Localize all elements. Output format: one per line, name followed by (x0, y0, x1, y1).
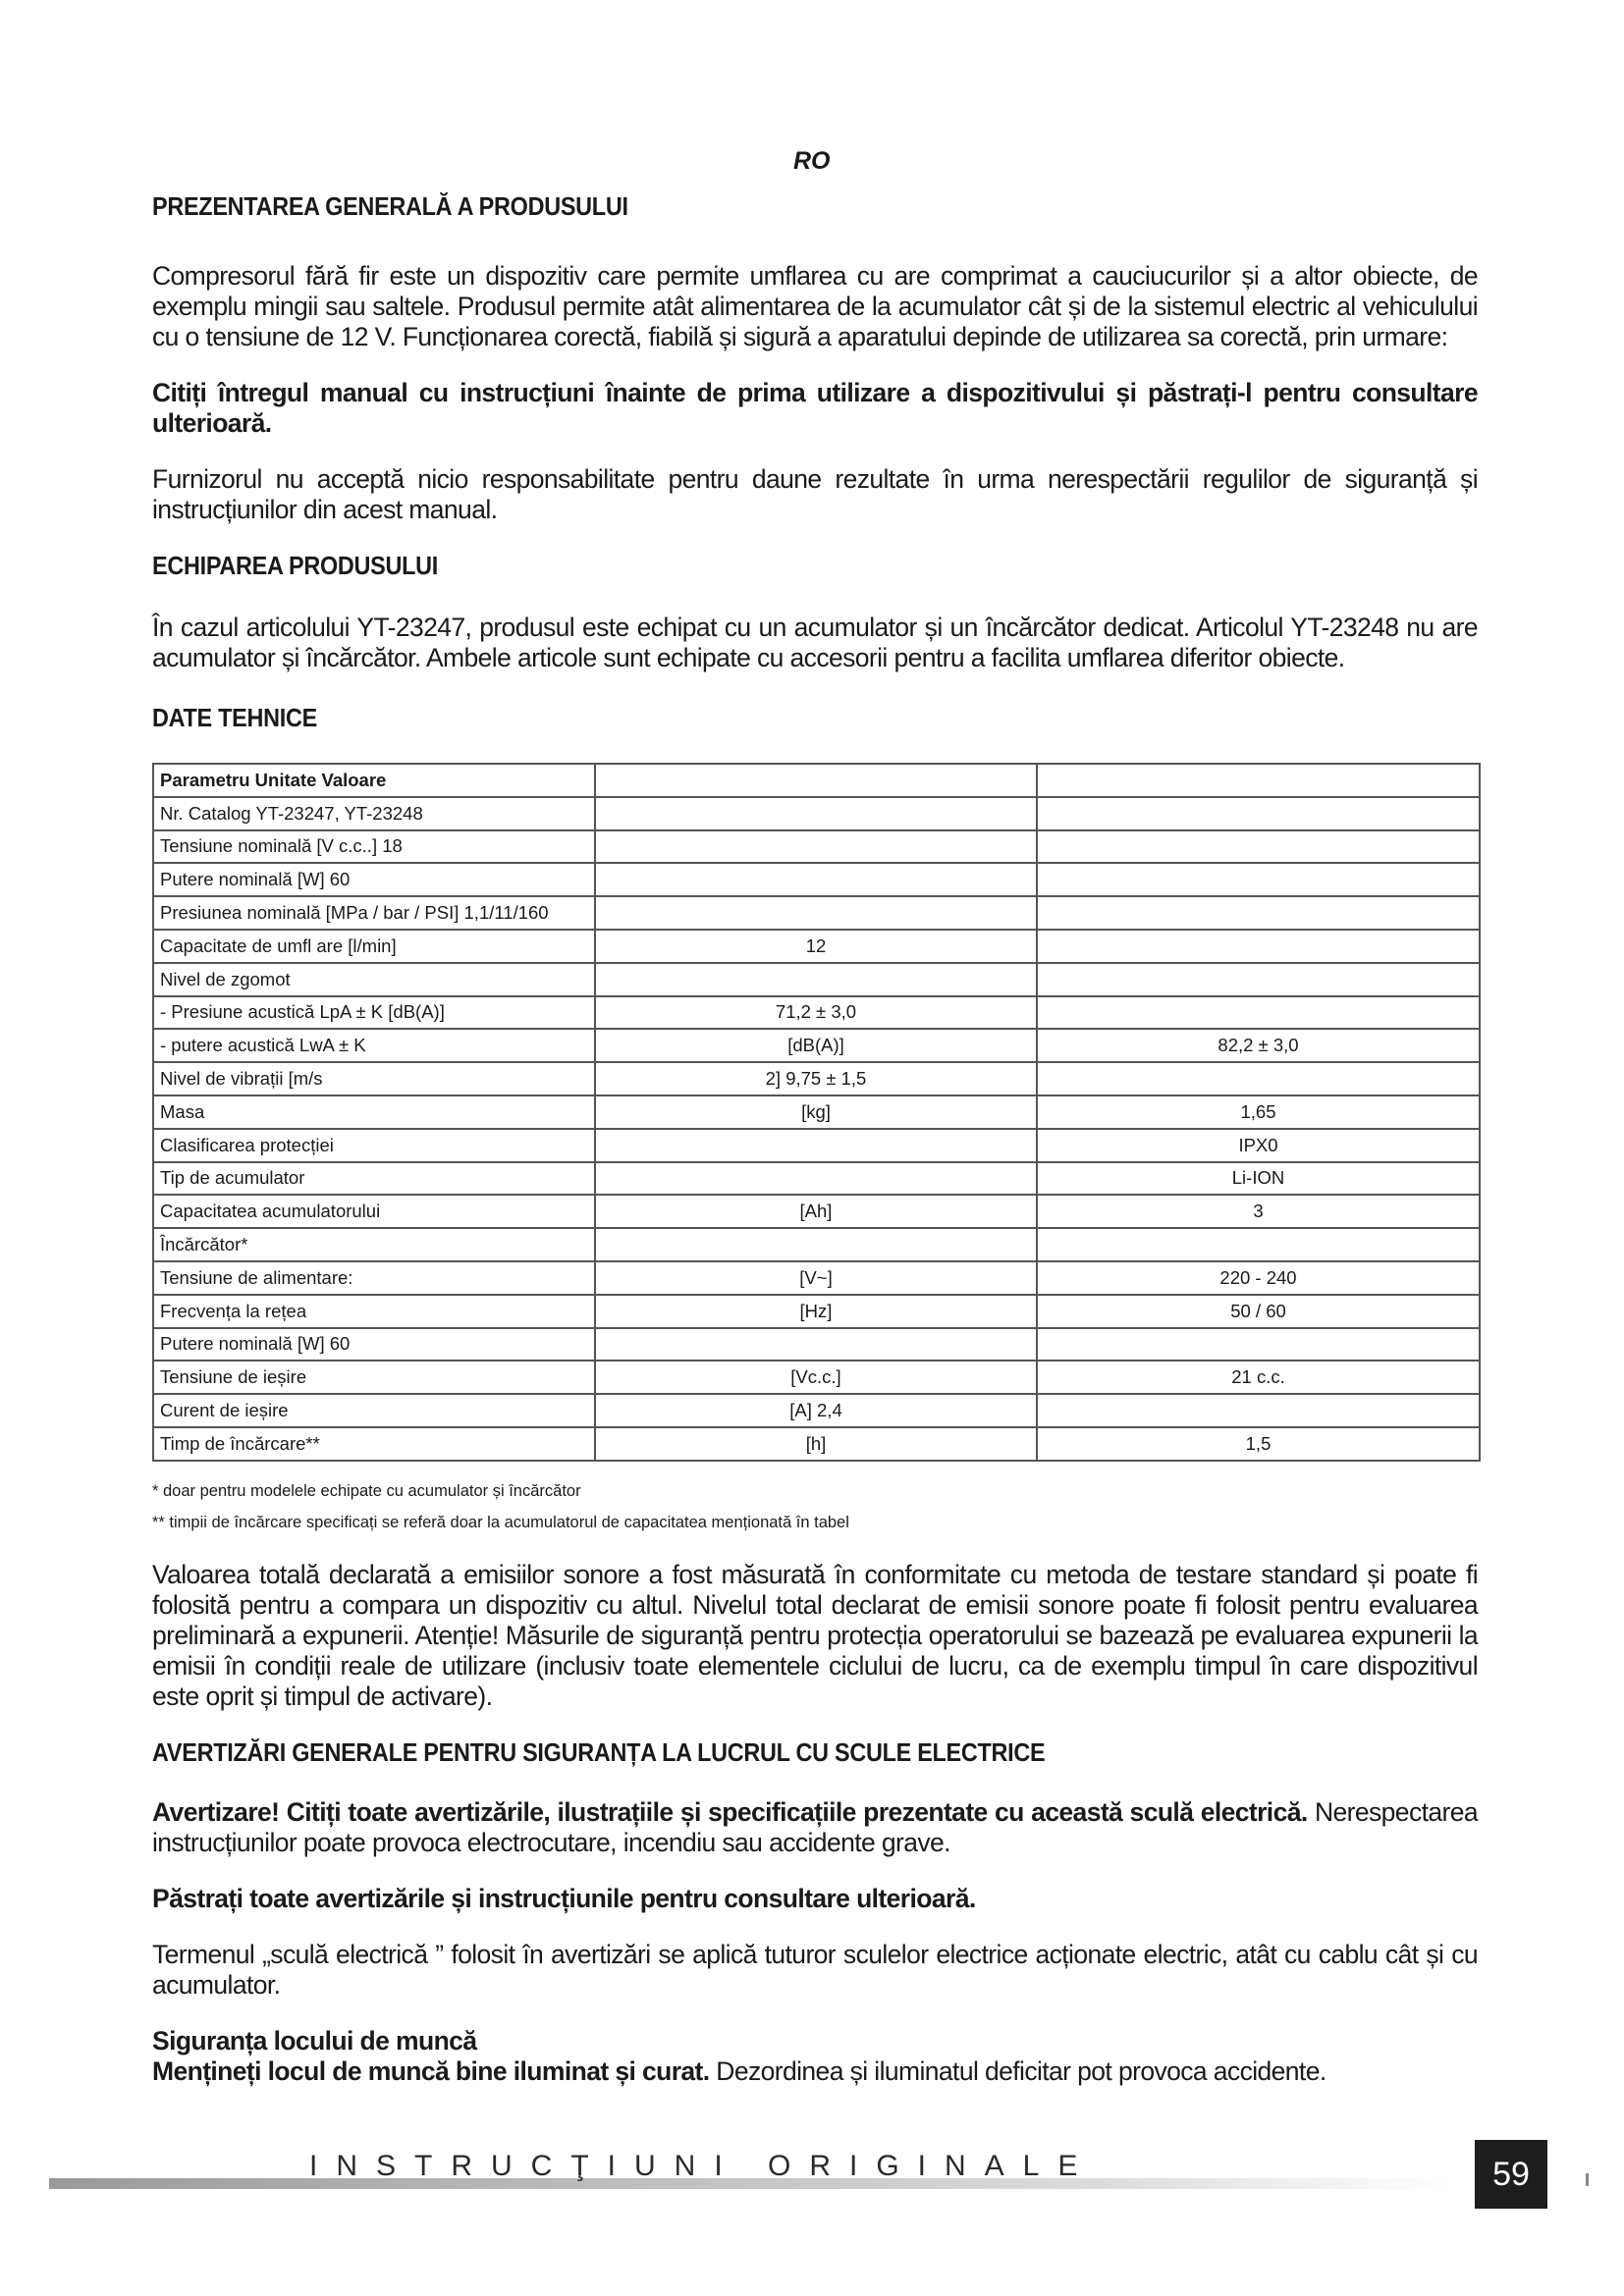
table-cell: 1,5 (1037, 1427, 1480, 1461)
equipment-paragraph: În cazul articolului YT-23247, produsul este echipat cu un acumulator și un încărcător dedicat. Articolul YT-23248 nu are acumulator și încărcător. Ambele articole sunt echipate cu accesorii pentru a facilita umflarea diferitor obiecte. (152, 613, 1478, 672)
table-cell: 12 (595, 930, 1037, 963)
table-cell (1037, 863, 1480, 896)
table-cell (595, 1328, 1037, 1362)
table-cell: [h] (595, 1427, 1037, 1461)
table-cell: 82,2 ± 3,0 (1037, 1029, 1480, 1062)
table-cell (1037, 797, 1480, 830)
table-row (153, 1328, 1480, 1362)
table-cell: Frecvența la rețea (153, 1295, 595, 1328)
table-cell: Curent de ieșire (153, 1394, 595, 1427)
table-cell: Nr. Catalog YT-23247, YT-23248 (153, 797, 595, 830)
table-cell: 21 c.c. (1037, 1361, 1480, 1394)
table-cell (1037, 1062, 1480, 1095)
table-row (153, 1162, 1480, 1196)
table-cell (595, 896, 1037, 930)
table-row (153, 996, 1480, 1030)
table-cell: Tensiune nominală [V c.c..] 18 (153, 830, 595, 864)
table-cell: 50 / 60 (1037, 1295, 1480, 1328)
table-cell: Masa (153, 1095, 595, 1129)
table-cell (1037, 830, 1480, 864)
table-cell: 71,2 ± 3,0 (595, 996, 1037, 1030)
table-cell (595, 830, 1037, 864)
table-row (153, 1361, 1480, 1394)
language-code: RO (793, 147, 831, 175)
table-cell (595, 1129, 1037, 1162)
table-cell: 3 (1037, 1195, 1480, 1228)
table-row (153, 1095, 1480, 1129)
table-cell: Nivel de vibrații [m/s (153, 1062, 595, 1095)
overview-paragraph-3: Furnizorul nu acceptă nicio responsabilitate pentru daune rezultate în urma nerespectării regulilor de siguranță și instrucțiunilor din acest manual. (152, 464, 1478, 524)
table-row (153, 863, 1480, 896)
table-cell (595, 963, 1037, 996)
page-number: 59 (1475, 2140, 1547, 2209)
table-cell: Parametru Unitate Valoare (153, 764, 595, 797)
table-cell: 1,65 (1037, 1095, 1480, 1129)
overview-paragraph-2: Citiți întregul manual cu instrucțiuni înainte de prima utilizare a dispozitivului și păstrați-l pentru consultare ulterioară. (152, 378, 1478, 438)
workplace-heading: Siguranța locului de muncă (152, 2025, 477, 2056)
table-cell (1037, 896, 1480, 930)
warning-paragraph-3: Termenul „sculă electrică ” folosit în avertizări se aplică tuturor sculelor electrice acționate electric, atât cu cablu cât și cu acumulator. (152, 1939, 1478, 2000)
table-cell: Putere nominală [W] 60 (153, 863, 595, 896)
table-cell: [kg] (595, 1095, 1037, 1129)
table-cell: Tip de acumulator (153, 1162, 595, 1196)
table-cell: 2] 9,75 ± 1,5 (595, 1062, 1037, 1095)
table-row (153, 1295, 1480, 1328)
table-cell: Putere nominală [W] 60 (153, 1328, 595, 1362)
table-row (153, 1427, 1480, 1461)
workplace-paragraph-rest: Dezordinea și iluminatul deficitar pot provoca accidente. (709, 2056, 1326, 2086)
table-row (153, 830, 1480, 864)
table-cell: Clasificarea protecției (153, 1129, 595, 1162)
warning-paragraph-2: Păstrați toate avertizările și instrucțiunile pentru consultare ulterioară. (152, 1883, 976, 1913)
footnote-1: * doar pentru modelele echipate cu acumulator și încărcător (152, 1481, 581, 1500)
table-cell: Tensiune de ieșire (153, 1361, 595, 1394)
table-cell: Capacitate de umfl are [l/min] (153, 930, 595, 963)
table-cell: [Hz] (595, 1295, 1037, 1328)
warnings-heading: AVERTIZĂRI GENERALE PENTRU SIGURANȚA LA LUCRUL CU SCULE ELECTRICE (152, 1736, 1046, 1767)
table-row (153, 1394, 1480, 1427)
noise-paragraph: Valoarea totală declarată a emisiilor sonore a fost măsurată în conformitate cu metoda de testare standard și poate fi folosită pentru a compara un dispozitiv cu altul. Nivelul total declarat de emisii sonore poate fi folosit pentru evaluarea preliminară a expunerii. Atenție! Măsurile de siguranță pentru protecția operatorului se bazează pe evaluarea expunerii la emisii în condiții reale de utilizare (inclusiv toate elementele ciclului de lucru, ca de exemplu timpul în care dispozitivul este oprit și timpul de activare). (152, 1559, 1478, 1711)
table-cell: - putere acustică LwA ± K (153, 1029, 595, 1062)
table-row (153, 764, 1480, 797)
table-cell: Nivel de zgomot (153, 963, 595, 996)
table-cell: [V~] (595, 1261, 1037, 1295)
table-cell: - Presiune acustică LpA ± K [dB(A)] (153, 996, 595, 1030)
table-cell: Li-ION (1037, 1162, 1480, 1196)
table-cell (1037, 1228, 1480, 1261)
table-cell (1037, 764, 1480, 797)
table-cell: Capacitatea acumulatorului (153, 1195, 595, 1228)
table-cell: Presiunea nominală [MPa / bar / PSI] 1,1/11/160 (153, 896, 595, 930)
tech-data-heading: DATE TEHNICE (152, 703, 317, 732)
table-cell: [Vc.c.] (595, 1361, 1037, 1394)
footnote-2: ** timpii de încărcare specificați se referă doar la acumulatorul de capacitatea menționată în tabel (152, 1513, 849, 1531)
table-cell (595, 1162, 1037, 1196)
table-cell (595, 764, 1037, 797)
table-cell: Încărcător* (153, 1228, 595, 1261)
table-cell (1037, 963, 1480, 996)
table-row (153, 930, 1480, 963)
table-cell (595, 1228, 1037, 1261)
table-cell (1037, 1328, 1480, 1362)
overview-paragraph-1: Compresorul fără fir este un dispozitiv care permite umflarea cu are comprimat a cauciucurilor și a altor obiecte, de exemplu mingii sau saltele. Produsul permite atât alimentarea de la acumulator cât și de la sistemul electric al vehiculului cu o tensiune de 12 V. Funcționarea corectă, fiabilă și sigură a aparatului depinde de utilizarea sa corectă, prin urmare: (152, 261, 1478, 351)
table-cell: IPX0 (1037, 1129, 1480, 1162)
table-cell: [A] 2,4 (595, 1394, 1037, 1427)
table-cell: Timp de încărcare** (153, 1427, 595, 1461)
table-row (153, 1261, 1480, 1295)
table-row (153, 1029, 1480, 1062)
table-cell (595, 797, 1037, 830)
table-row (153, 1228, 1480, 1261)
warning-paragraph-1 (152, 1797, 1478, 1858)
footer-title: INSTRUCŢIUNI ORIGINALE (309, 2150, 1097, 2182)
warning-paragraph-1-bold: Avertizare! Citiți toate avertizările, ilustrațiile și specificațiile prezentate cu această sculă electrică. (152, 1796, 1308, 1827)
table-cell: [dB(A)] (595, 1029, 1037, 1062)
workplace-paragraph-bold: Mențineți locul de muncă bine iluminat și curat. (152, 2056, 710, 2086)
table-cell (1037, 996, 1480, 1030)
table-row (153, 1062, 1480, 1095)
table-row (153, 1195, 1480, 1228)
workplace-paragraph (152, 2056, 1478, 2087)
page-content (152, 191, 1478, 2087)
page-edge-mark (1586, 2173, 1589, 2186)
table-cell (595, 863, 1037, 896)
table-row (153, 797, 1480, 830)
equipment-heading: ECHIPAREA PRODUSULUI (152, 551, 439, 580)
table-cell: 220 - 240 (1037, 1261, 1480, 1295)
warning-paragraph-1-rest: Nerespectarea instrucțiunilor poate provoca electrocutare, incendiu sau accidente grave. (152, 1796, 1478, 1857)
table-cell (1037, 930, 1480, 963)
table-row (153, 1129, 1480, 1162)
table-cell (1037, 1394, 1480, 1427)
table-cell: Tensiune de alimentare: (153, 1261, 595, 1295)
table-row (153, 963, 1480, 996)
table-row (153, 896, 1480, 930)
table-cell: [Ah] (595, 1195, 1037, 1228)
overview-heading: PREZENTAREA GENERALĂ A PRODUSULUI (152, 191, 628, 221)
tech-data-table (152, 763, 1481, 1462)
